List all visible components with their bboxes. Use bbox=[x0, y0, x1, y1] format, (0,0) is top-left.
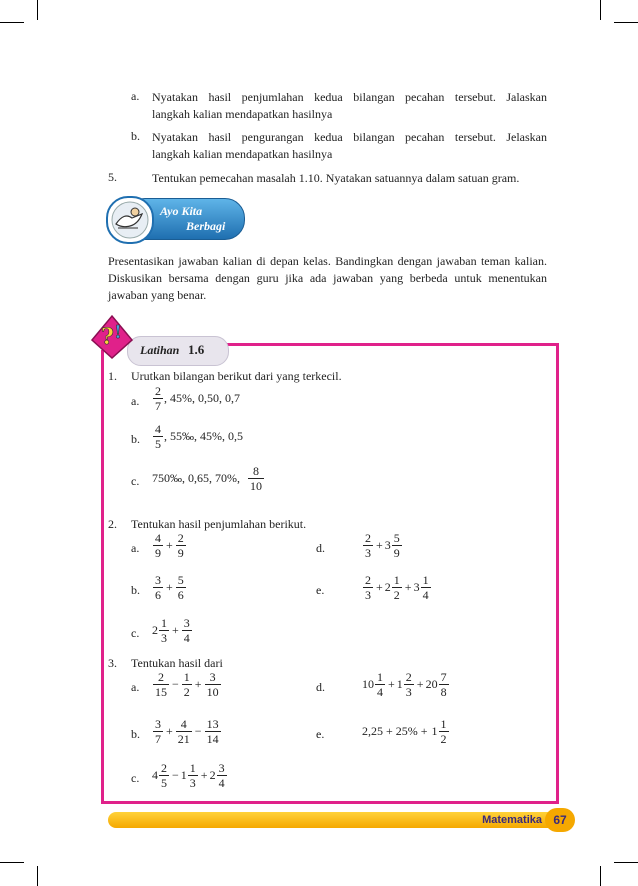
question-3-number: 3. bbox=[108, 656, 117, 670]
q3-b-label: b. bbox=[131, 727, 140, 741]
item-b-line1: Nyatakan hasil pengurangan kedua bilangan pecahan tersebut. Jelaskan bbox=[152, 130, 547, 144]
ayo-title-line2: Berbagi bbox=[186, 219, 226, 233]
svg-text:?: ? bbox=[101, 324, 114, 350]
latihan-number: 1.6 bbox=[188, 342, 205, 357]
q1-c-label: c. bbox=[131, 474, 140, 488]
question-3-text: Tentukan hasil dari bbox=[131, 656, 223, 670]
q3-a-expression: $\frac{2}{15}$ − $\frac{1}{2}$ + $\frac{3}{10}$ bbox=[155, 670, 219, 699]
q3-d-expression: 10 $\frac{1}{4}$ + 1 $\frac{2}{3}$ + 20 $\frac{7}{8}$ bbox=[362, 670, 447, 699]
q3-e-label: e. bbox=[316, 727, 325, 741]
question-1-number: 1. bbox=[108, 369, 117, 383]
svg-text:!: ! bbox=[114, 322, 122, 343]
q3-c-label: c. bbox=[131, 771, 140, 785]
q1-a-expression: $\frac{2}{7}$ , 45%, 0,50, 0,7 bbox=[155, 384, 240, 413]
latihan-label: Latihan bbox=[140, 343, 180, 357]
q3-a-label: a. bbox=[131, 680, 140, 694]
page-number: 67 bbox=[545, 808, 575, 832]
item-a-line1: Nyatakan hasil penjumlahan kedua bilangan pecahan tersebut. Jalaskan bbox=[152, 90, 547, 104]
q1-b-expression: $\frac{4}{5}$ , 55‰, 45%, 0,5 bbox=[155, 422, 243, 451]
q2-e-expression: $\frac{2}{3}$ + 2 $\frac{1}{2}$ + 3 $\frac{1}{4}$ bbox=[365, 573, 429, 602]
share-line1: Presentasikan jawaban kalian di depan kelas. Bandingkan dengan jawaban teman kalian. bbox=[108, 254, 547, 268]
question-1-text: Urutkan bilangan berikut dari yang terkecil. bbox=[131, 369, 342, 383]
footer-subject: Matematika bbox=[482, 814, 542, 826]
item-a-line2: langkah kalian mendapatkan hasilnya bbox=[152, 107, 333, 121]
question-2-text: Tentukan hasil penjumlahan berikut. bbox=[131, 517, 307, 531]
question-2-number: 2. bbox=[108, 517, 117, 531]
q2-c-label: c. bbox=[131, 626, 140, 640]
q3-b-expression: $\frac{3}{7}$ + $\frac{4}{21}$ − $\frac{13}{14}$ bbox=[155, 717, 219, 746]
q2-b-expression: $\frac{3}{6}$ + $\frac{5}{6}$ bbox=[155, 573, 184, 602]
q2-d-expression: $\frac{2}{3}$ + 3 $\frac{5}{9}$ bbox=[365, 531, 400, 560]
share-line3: jawaban yang benar. bbox=[108, 288, 207, 302]
q2-a-expression: $\frac{4}{9}$ + $\frac{2}{9}$ bbox=[155, 531, 184, 560]
question-5-text: Tentukan pemecahan masalah 1.10. Nyatakan satuannya dalam satuan gram. bbox=[152, 171, 520, 185]
item-b-line2: langkah kalian mendapatkan hasilnya bbox=[152, 147, 333, 161]
item-a-label: a. bbox=[131, 89, 140, 103]
q2-a-label: a. bbox=[131, 541, 140, 555]
ayo-title-line1: Ayo Kita bbox=[160, 204, 203, 218]
question-mark-icon bbox=[88, 310, 136, 360]
q3-e-expression: 2,25 + 25% + 1 $\frac{1}{2}$ bbox=[362, 717, 447, 746]
q1-b-label: b. bbox=[131, 432, 140, 446]
q1-c-expression: 750‰, 0,65, 70%, $\frac{8}{10}$ bbox=[152, 464, 262, 493]
q2-b-label: b. bbox=[131, 583, 140, 597]
q3-c-expression: 4 $\frac{2}{5}$ − 1 $\frac{1}{3}$ + 2 $\frac{3}{4}$ bbox=[152, 761, 225, 790]
q2-e-label: e. bbox=[316, 583, 325, 597]
q1-a-label: a. bbox=[131, 394, 140, 408]
share-line2: Diskusikan bersama dengan guru jika ada jawaban yang berbeda untuk menentukan bbox=[108, 271, 547, 285]
q3-d-label: d. bbox=[316, 680, 325, 694]
share-icon bbox=[106, 196, 154, 244]
q2-c-expression: 2 $\frac{1}{3}$ + $\frac{3}{4}$ bbox=[152, 616, 190, 645]
q2-d-label: d. bbox=[316, 541, 325, 555]
question-5-number: 5. bbox=[108, 170, 117, 184]
latihan-tab bbox=[127, 336, 229, 366]
item-b-label: b. bbox=[131, 129, 140, 143]
